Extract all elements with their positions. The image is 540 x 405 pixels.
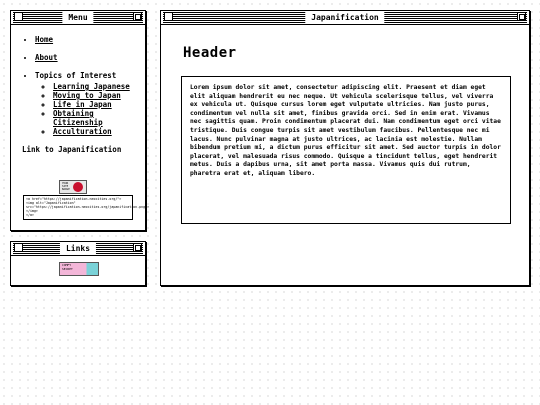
embed-code-box[interactable]: <a href="https://japanification.neocities.org/"> <img alt="Japanification" src="https://japanification.neocities.org/japanification.png"> </img> </a> xyxy=(23,195,133,220)
menu-window-title: Menu xyxy=(62,11,93,24)
content-paragraph: Lorem ipsum dolor sit amet, consectetur adipiscing elit. Praesent et diam eget elit aliquam hendrerit eu nec neque. Ut vehicula scelerisque tellus, vel viverra ex vehicula ut. Quisque cursus lorem eget vulputate ultricies. Nam justo purus, condimentum vel nulla sit amet, finibus gravida orci. Sed in enim erat. Vivamus nec sagittis quam. Proin condimentum placerat dui. Nam condimentum eget orci vitae tristique. Duis congue turpis sit amet vestibulum faucibus. Pellentesque nec mi lacus. Nunc pulvinar magna at justo ultrices, ac lacinia est molestie. Nullam bibendum pretium mi, a dictum purus efficitur sit amet. Sed auctor turpis in dolor placerat, vel malesuada risus commodo. Quisque a tincidunt tellus, eget hendrerit metus. Duis a dapibus urna, sit amet porta massa. Vivamus quis dui rutrum, pharetra erat et, aliquam libero. xyxy=(181,76,511,224)
zoom-box-icon[interactable] xyxy=(133,12,142,21)
comfy-badge-text: COMFY SECRET xyxy=(62,263,73,271)
obtaining-citizenship-link[interactable]: Obtaining Citizenship xyxy=(53,109,103,127)
site-badge-image[interactable] xyxy=(59,180,87,194)
links-window-title: Links xyxy=(60,242,96,255)
links-titlebar[interactable] xyxy=(11,242,145,256)
topics-sublist xyxy=(35,82,145,136)
subitem-life-in-japan xyxy=(53,100,145,109)
menu-titlebar[interactable] xyxy=(11,11,145,25)
main-window-title: Japanification xyxy=(305,11,384,24)
subitem-acculturation xyxy=(53,127,145,136)
badge-text: YOUR SITE BADGE xyxy=(62,182,70,191)
subitem-learning-japanese xyxy=(53,82,145,91)
menu-item-about xyxy=(35,53,145,62)
main-window xyxy=(160,10,530,286)
subitem-moving-to-japan xyxy=(53,91,145,100)
badge-red-circle-icon xyxy=(73,182,83,192)
page-header: Header xyxy=(183,45,237,61)
close-box-icon[interactable] xyxy=(164,12,173,21)
menu-list xyxy=(11,35,145,136)
close-box-icon[interactable] xyxy=(14,12,23,21)
menu-item-home xyxy=(35,35,145,44)
acculturation-link[interactable]: Acculturation xyxy=(53,127,112,136)
zoom-box-icon[interactable] xyxy=(133,243,142,252)
topics-label: Topics of Interest xyxy=(35,71,117,80)
links-window xyxy=(10,241,146,286)
zoom-box-icon[interactable] xyxy=(517,12,526,21)
about-link[interactable]: About xyxy=(35,53,58,62)
moving-to-japan-link[interactable]: Moving to Japan xyxy=(53,91,121,100)
main-titlebar[interactable] xyxy=(161,11,529,25)
learning-japanese-link[interactable]: Learning Japanese xyxy=(53,82,130,91)
home-link[interactable]: Home xyxy=(35,35,54,44)
link-heading: Link to Japanification xyxy=(22,145,122,154)
close-box-icon[interactable] xyxy=(14,243,23,252)
comfy-secret-badge-image[interactable] xyxy=(59,262,99,276)
menu-item-topics xyxy=(35,71,145,136)
subitem-obtaining-citizenship xyxy=(53,109,145,127)
life-in-japan-link[interactable]: Life in Japan xyxy=(53,100,112,109)
menu-window xyxy=(10,10,150,231)
